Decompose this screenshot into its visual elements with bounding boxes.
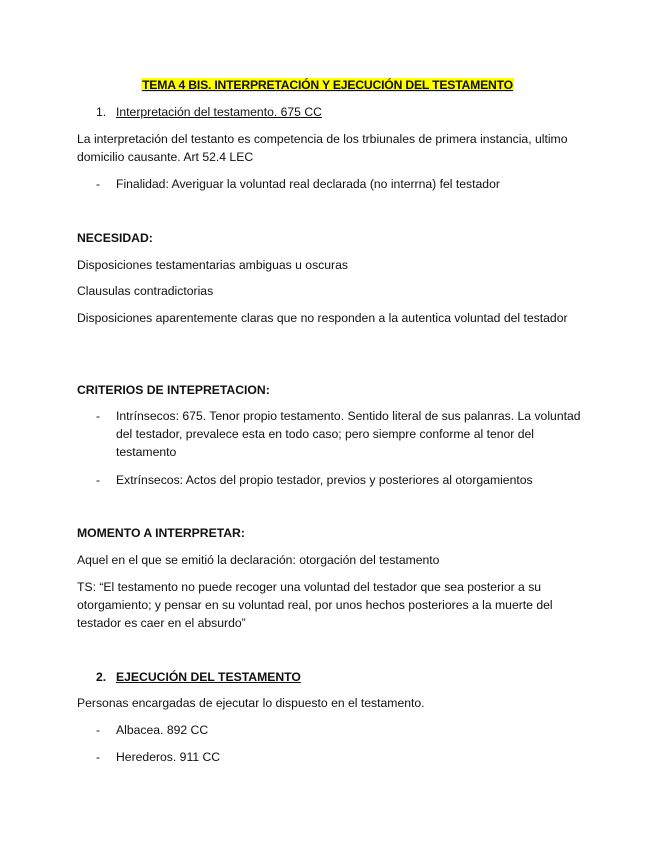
necesidad-item: Disposiciones testamentarias ambiguas u oscuras — [77, 258, 348, 272]
criterio-text: Intrínsecos: 675. Tenor propio testamento. Sentido literal de sus palanras. La voluntad del testador, prevalece esta en todo caso; pero siempre conforme al tenor del testamento — [116, 409, 581, 459]
title-block — [0, 76, 655, 94]
section-2-number: 2. — [96, 670, 107, 684]
section-2-intro: Personas encargadas de ejecutar lo dispuesto en el testamento. — [77, 696, 425, 710]
momento-line: Aquel en el que se emitió la declaración: otorgación del testamento — [77, 553, 440, 567]
bullet-dash: - — [96, 473, 101, 487]
section-1-intro: La interpretación del testanto es competencia de los trbiunales de primera instancia, ultimo domicilio causante. Art 52.4 LEC — [77, 132, 568, 164]
necesidad-item: Clausulas contradictorias — [77, 284, 214, 298]
bullet-dash: - — [96, 409, 101, 423]
momento-heading: MOMENTO A INTERPRETAR: — [77, 526, 245, 540]
section-1-title: Interpretación del testamento. 675 CC — [116, 105, 322, 119]
criterio-text: Extrínsecos: Actos del propio testador, previos y posteriores al otorgamientos — [116, 473, 533, 487]
criterios-heading: CRITERIOS DE INTEPRETACION: — [77, 383, 270, 397]
section-1-number: 1. — [96, 105, 107, 119]
document-title: TEMA 4 BIS. INTERPRETACIÓN Y EJECUCIÓN DEL TESTAMENTO — [142, 78, 513, 92]
finalidad-text: Finalidad: Averiguar la voluntad real declarada (no interrna) fel testador — [116, 177, 500, 191]
bullet-dash: - — [96, 750, 101, 764]
bullet-dash: - — [96, 723, 101, 737]
ejecucion-item: Herederos. 911 CC — [116, 750, 221, 764]
necesidad-heading: NECESIDAD: — [77, 231, 153, 245]
necesidad-item: Disposiciones aparentemente claras que no responden a la autentica voluntad del testador — [77, 311, 568, 325]
bullet-dash: - — [96, 177, 101, 191]
section-2-title: EJECUCIÓN DEL TESTAMENTO — [116, 670, 301, 684]
ts-quote: TS: “El testamento no puede recoger una voluntad del testador que sea posterior a su otorgamiento; y pensar en su voluntad real, por unos hechos posteriores a la muerte del testador es caer en el absurdo” — [77, 580, 553, 630]
ejecucion-item: Albacea. 892 CC — [116, 723, 209, 737]
